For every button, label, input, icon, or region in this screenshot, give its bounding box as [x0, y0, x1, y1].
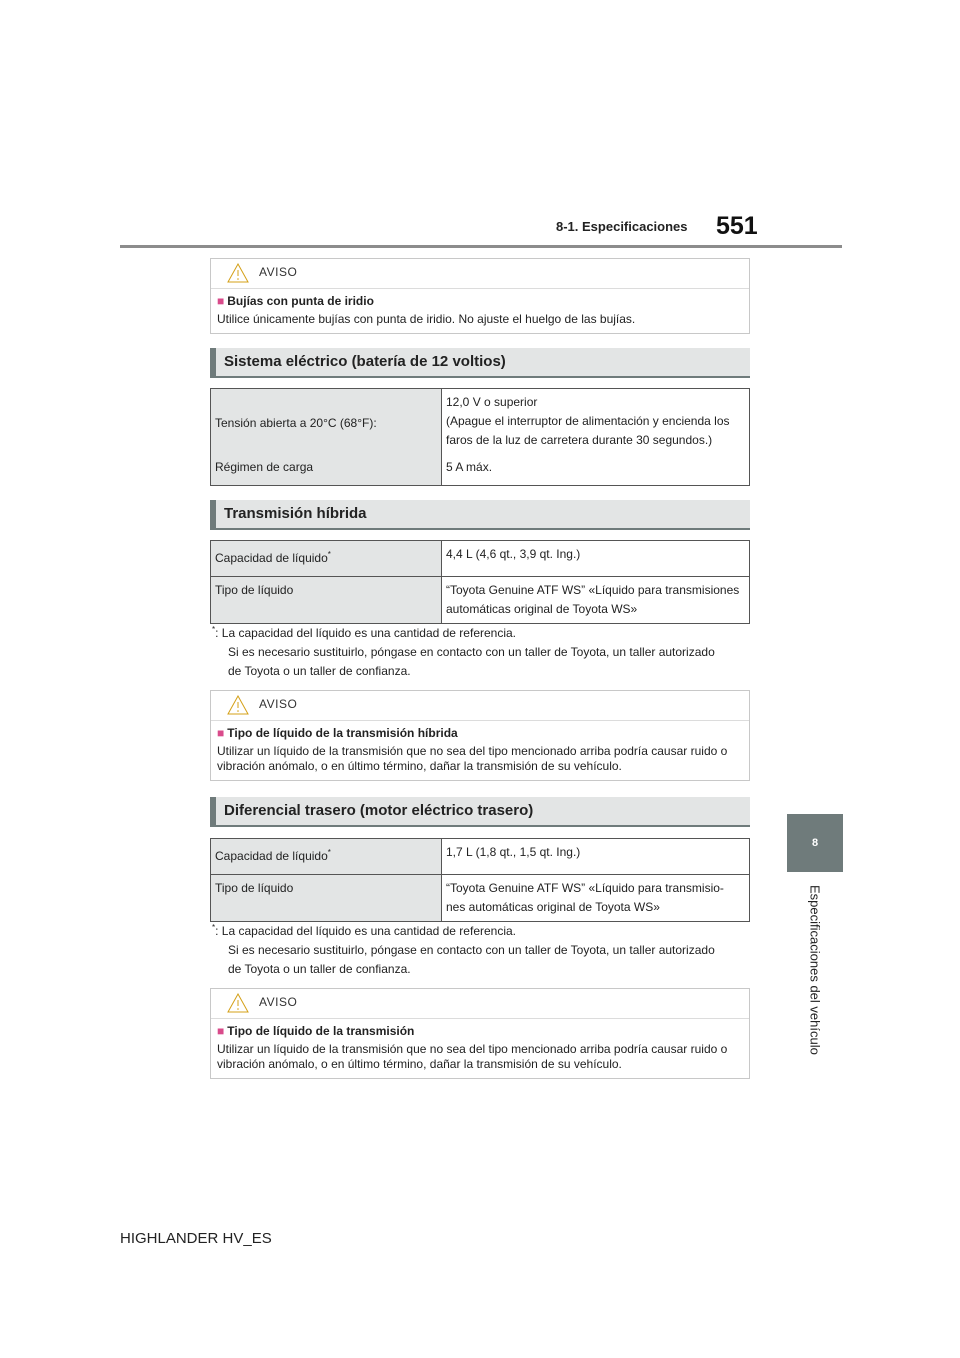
- table-value: 4,4 L (4,6 qt., 3,9 qt. Ing.): [442, 541, 750, 577]
- footnote-transmision: *: La capacidad del líquido es una cantidad de referencia. Si es necesario sustituirlo, póngase en contacto con un taller de Toyota, un taller autorizado de Toyota o un taller de confianza.: [212, 625, 715, 678]
- section-heading-diferencial: Diferencial trasero (motor eléctrico trasero): [210, 797, 750, 827]
- table-key: Régimen de carga: [211, 454, 442, 486]
- aviso-text: Utilizar un líquido de la transmisión que no sea del tipo mencionado arriba podría causar ruido o vibración anómalo, o en último término, dañar la transmisión de su vehículo.: [217, 1042, 728, 1071]
- table-value: “Toyota Genuine ATF WS” «Líquido para transmisiones automáticas original de Toyota WS»: [442, 577, 750, 624]
- chapter-tab: 8: [787, 814, 843, 872]
- table-row: [211, 541, 750, 577]
- section-heading-electrico: Sistema eléctrico (batería de 12 voltios): [210, 348, 750, 378]
- chapter-label: Especificaciones del vehículo: [807, 885, 823, 1055]
- aviso-box-iridium: [210, 258, 750, 334]
- table-value: 12,0 V o superior (Apague el interruptor de alimentación y encienda los faros de la luz de carretera durante 30 segundos.): [442, 389, 750, 455]
- table-row: [211, 875, 750, 922]
- warning-triangle-icon: [227, 695, 249, 715]
- aviso-text: Utilizar un líquido de la transmisión que no sea del tipo mencionado arriba podría causar ruido o vibración anómalo, o en último término, dañar la transmisión de su vehículo.: [217, 744, 728, 773]
- page-number: 551: [716, 212, 758, 240]
- pink-square-bullet-icon: ■: [217, 294, 225, 308]
- table-key: Capacidad de líquido*: [211, 839, 442, 875]
- table-diferencial: [210, 838, 750, 922]
- table-value: 5 A máx.: [442, 454, 750, 486]
- warning-triangle-icon: [227, 993, 249, 1013]
- table-row: [211, 577, 750, 624]
- aviso-text: Utilice únicamente bujías con punta de iridio. No ajuste el huelgo de las bujías.: [217, 312, 636, 326]
- aviso-subtitle: ■ Bujías con punta de iridio: [217, 294, 374, 308]
- table-row: [211, 839, 750, 875]
- table-row: [211, 454, 750, 486]
- table-row: [211, 389, 750, 455]
- aviso-subtitle: ■ Tipo de líquido de la transmisión híbrida: [217, 726, 458, 740]
- table-key: Tipo de líquido: [211, 875, 442, 922]
- pink-square-bullet-icon: ■: [217, 1024, 225, 1038]
- aviso-title: AVISO: [259, 697, 298, 711]
- table-transmision: [210, 540, 750, 624]
- section-label: 8-1. Especificaciones: [556, 219, 688, 234]
- table-key: Tipo de líquido: [211, 577, 442, 624]
- aviso-header: [211, 259, 749, 289]
- pink-square-bullet-icon: ■: [217, 726, 225, 740]
- table-value: “Toyota Genuine ATF WS” «Líquido para transmisio- nes automáticas original de Toyota WS»: [442, 875, 750, 922]
- aviso-subtitle: ■ Tipo de líquido de la transmisión: [217, 1024, 415, 1038]
- aviso-header: [211, 691, 749, 721]
- table-key: Tensión abierta a 20°C (68°F):: [211, 389, 442, 455]
- aviso-box-hybrid-fluid: [210, 690, 750, 781]
- footnote-diferencial: *: La capacidad del líquido es una cantidad de referencia. Si es necesario sustituirlo, póngase en contacto con un taller de Toyota, un taller autorizado de Toyota o un taller de confianza.: [212, 923, 715, 976]
- aviso-box-transmission-fluid: [210, 988, 750, 1079]
- section-heading-transmision: Transmisión híbrida: [210, 500, 750, 530]
- aviso-title: AVISO: [259, 265, 298, 279]
- header-rule: [120, 245, 842, 248]
- aviso-header: [211, 989, 749, 1019]
- table-key: Capacidad de líquido*: [211, 541, 442, 577]
- footer-model: HIGHLANDER HV_ES: [120, 1230, 272, 1247]
- table-value: 1,7 L (1,8 qt., 1,5 qt. Ing.): [442, 839, 750, 875]
- warning-triangle-icon: [227, 263, 249, 283]
- table-electrico: [210, 388, 750, 486]
- aviso-title: AVISO: [259, 995, 298, 1009]
